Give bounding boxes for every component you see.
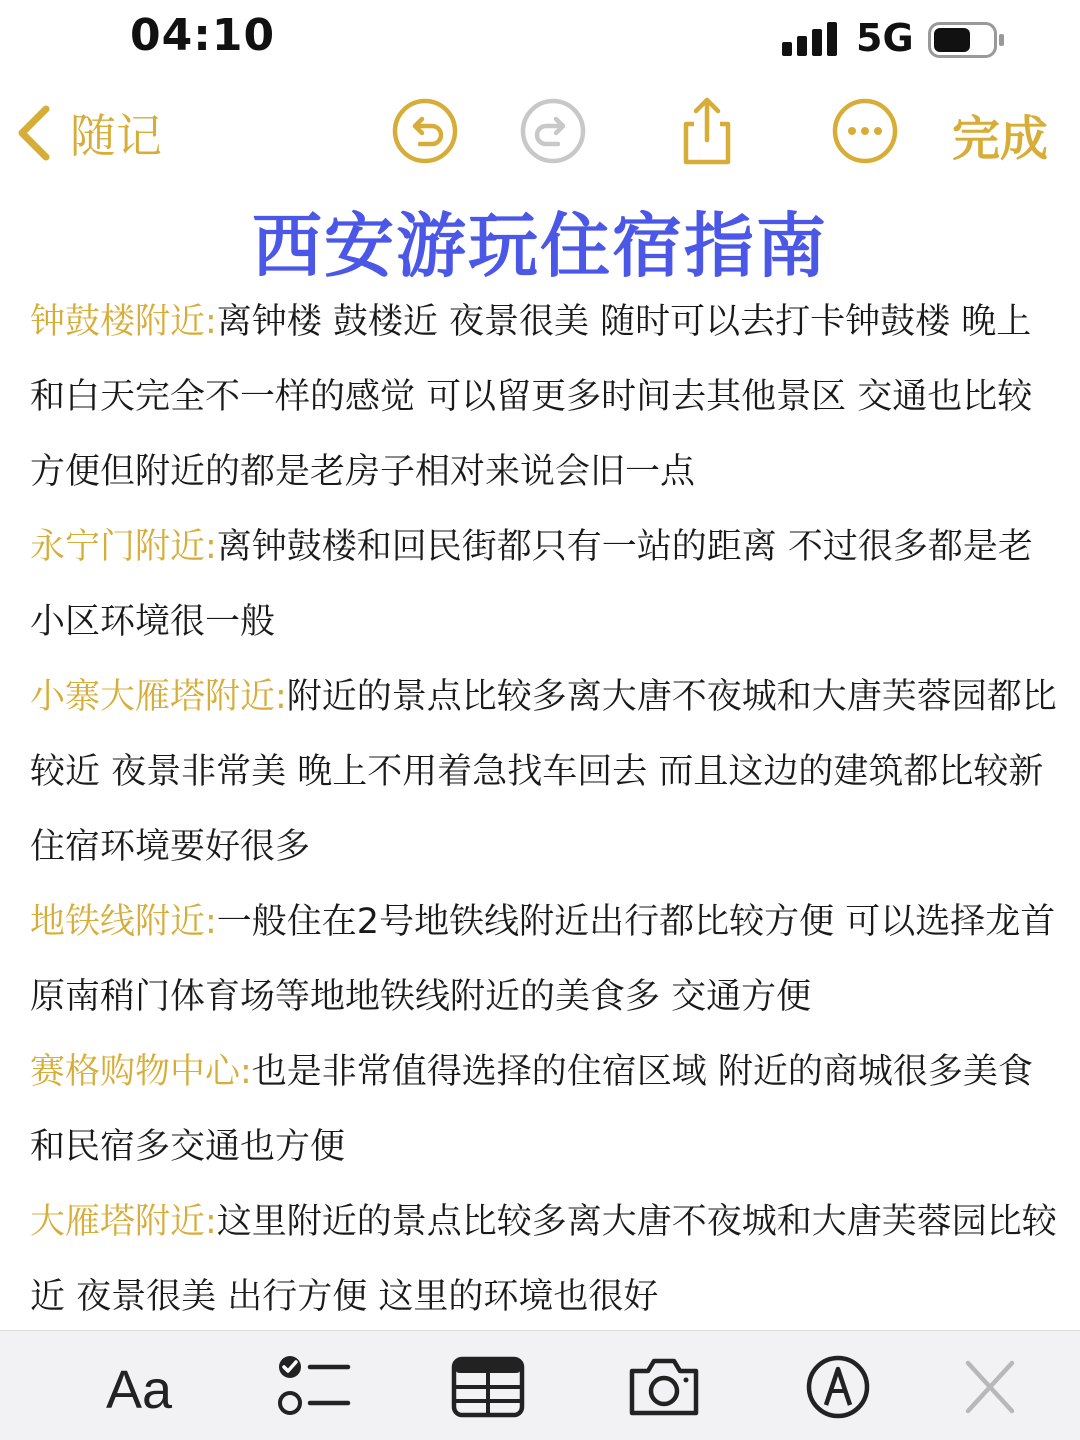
section-text: 离钟鼓楼和回民街都只有一站的距离 不过很多都是老小区环境很一般: [30, 527, 1033, 642]
status-time: 04:10: [130, 10, 276, 61]
network-type-label: 5G: [856, 16, 914, 60]
note-paragraph: [30, 660, 1066, 885]
note-paragraph: [30, 285, 1066, 510]
text-format-button[interactable]: Aa: [106, 1360, 173, 1420]
section-text: 这里附近的景点比较多离大唐不夜城和大唐芙蓉园比较近 夜景很美 出行方便 这里的环境也很好: [30, 1202, 1057, 1317]
chevron-left-icon: [14, 105, 54, 161]
done-button[interactable]: 完成: [952, 111, 1049, 167]
status-bar: [0, 0, 1080, 80]
section-text: 一般住在2号地铁线附近出行都比较方便 可以选择龙首原南稍门体育场等地地铁线附近的美食多 交通方便: [30, 902, 1056, 1017]
redo-icon[interactable]: [518, 96, 588, 166]
section-heading: 地铁线附近:: [30, 902, 217, 942]
table-icon[interactable]: [450, 1353, 526, 1421]
note-paragraph: [30, 510, 1066, 660]
more-options-icon[interactable]: [830, 96, 900, 166]
note-body[interactable]: [30, 285, 1066, 1335]
close-icon[interactable]: [952, 1353, 1028, 1421]
note-paragraph: [30, 885, 1066, 1035]
section-heading: 小寨大雁塔附近:: [30, 677, 287, 717]
back-button[interactable]: [14, 98, 162, 168]
camera-icon[interactable]: [626, 1353, 702, 1421]
note-title: 西安游玩住宿指南: [252, 205, 828, 287]
bottom-toolbar: [0, 1330, 1080, 1440]
note-paragraph: [30, 1035, 1066, 1185]
section-heading: 大雁塔附近:: [30, 1202, 217, 1242]
section-text: 也是非常值得选择的住宿区域 附近的商城很多美食和民宿多交通也方便: [30, 1052, 1033, 1167]
undo-icon[interactable]: [390, 96, 460, 166]
checklist-icon[interactable]: [276, 1353, 352, 1421]
nav-bar: [0, 88, 1080, 178]
battery-icon: [928, 22, 1006, 58]
section-heading: 赛格购物中心:: [30, 1052, 252, 1092]
markup-pen-icon[interactable]: [800, 1353, 876, 1421]
section-heading: 钟鼓楼附近:: [30, 302, 217, 342]
section-text: 附近的景点比较多离大唐不夜城和大唐芙蓉园都比较近 夜景非常美 晚上不用着急找车回去 而且这边的建筑都比较新住宿环境要好很多: [30, 677, 1057, 867]
back-label: 随记: [70, 109, 162, 163]
section-text: 离钟楼 鼓楼近 夜景很美 随时可以去打卡钟鼓楼 晚上和白天完全不一样的感觉 可以留更多时间去其他景区 交通也比较方便但附近的都是老房子相对来说会旧一点: [30, 302, 1033, 492]
note-paragraph: [30, 1185, 1066, 1335]
cellular-signal-icon: [782, 22, 840, 56]
share-icon[interactable]: [672, 96, 742, 166]
section-heading: 永宁门附近:: [30, 527, 217, 567]
